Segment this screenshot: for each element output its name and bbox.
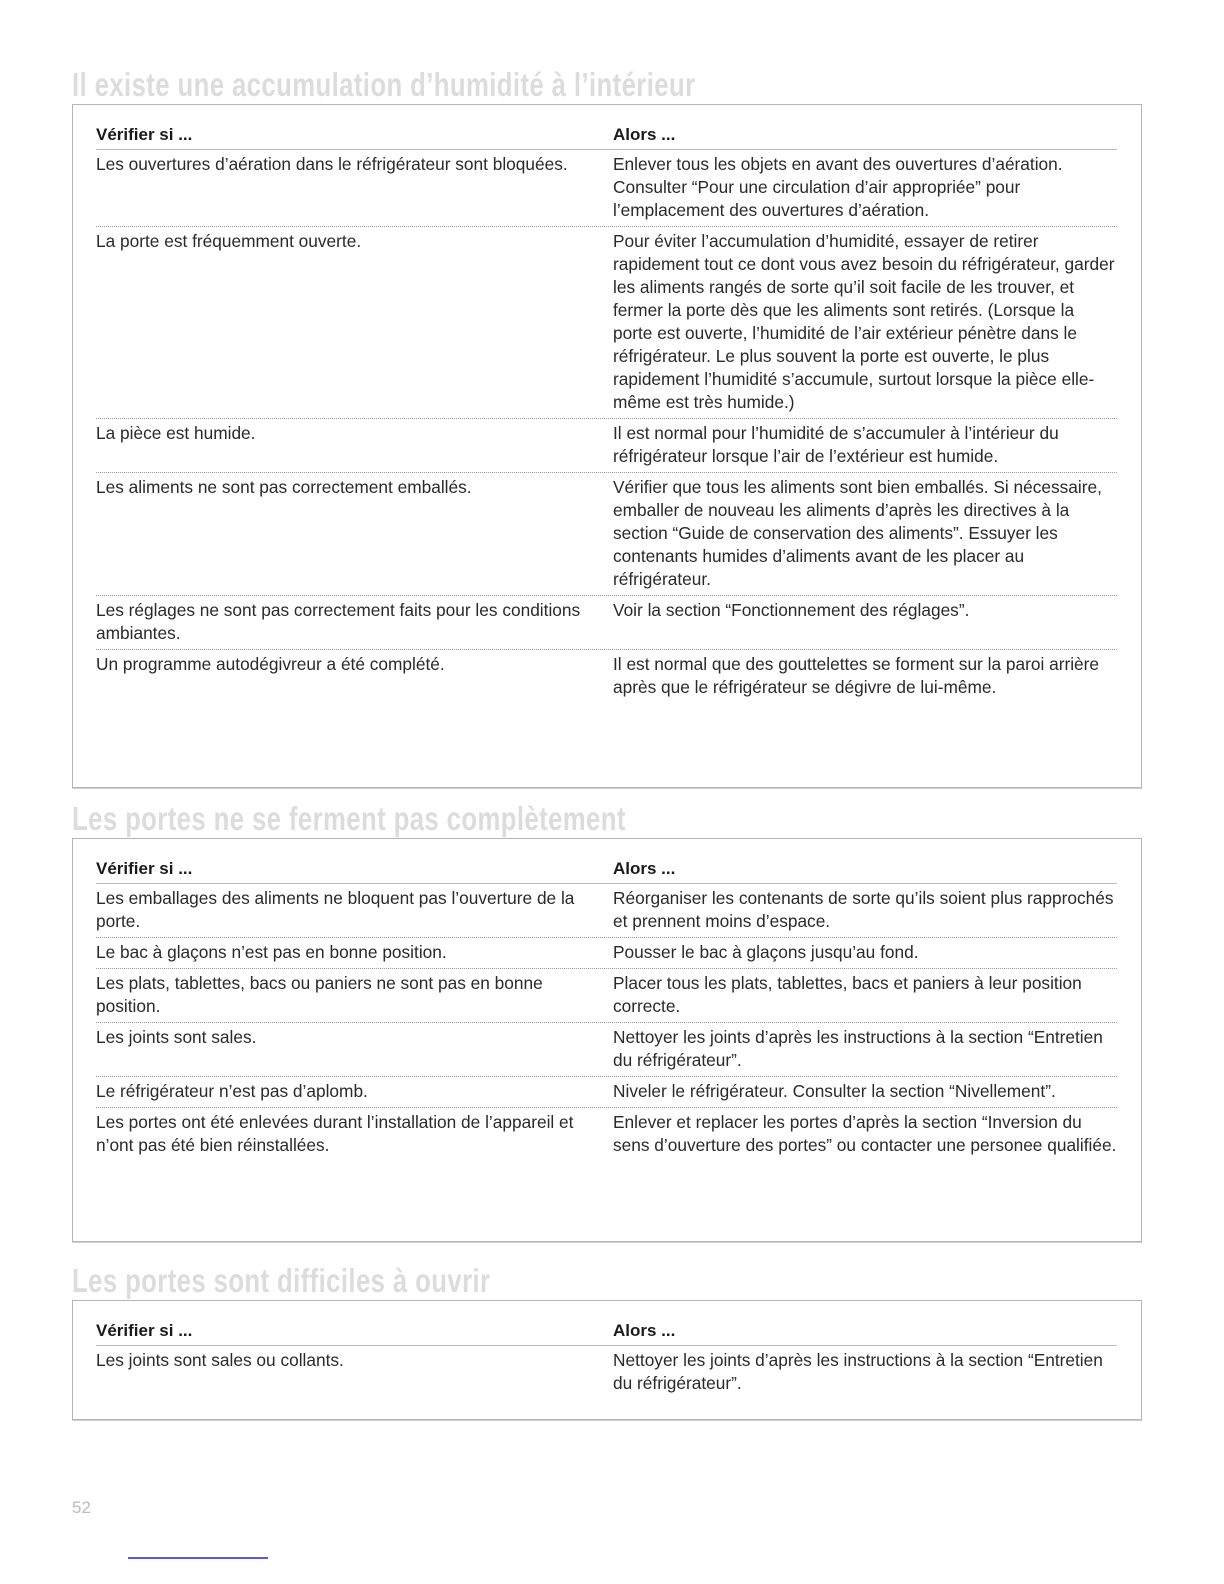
check-cell: Les réglages ne sont pas correctement faits pour les conditions ambiantes. <box>96 600 581 643</box>
check-cell: Les emballages des aliments ne bloquent pas l’ouverture de la porte. <box>96 888 575 931</box>
then-cell: Vérifier que tous les aliments sont bien emballés. Si nécessaire, emballer de nouveau les aliments d’après les directives à la section “Guide de conservation des aliments”. Essuyer les contenants humides d’aliments avant de les placer au réfrigérateur. <box>613 477 1102 589</box>
table-row <box>96 1077 1117 1108</box>
table-row <box>96 1108 1117 1161</box>
table-row <box>96 419 1117 473</box>
table-row <box>96 650 1117 703</box>
check-cell: Le réfrigérateur n’est pas d’aplomb. <box>96 1081 368 1101</box>
table-row <box>96 969 1117 1023</box>
check-cell: Les plats, tablettes, bacs ou paniers ne sont pas en bonne position. <box>96 973 543 1016</box>
header-then: Alors ... <box>613 125 676 144</box>
page-number: 52 <box>72 1498 91 1517</box>
then-cell: Il est normal pour l’humidité de s’accumuler à l’intérieur du réfrigérateur lorsque l’air de l’extérieur est humide. <box>613 423 1059 466</box>
section-title-humidity: Il existe une accumulation d’humidité à l’intérieur <box>72 66 696 103</box>
then-cell: Nettoyer les joints d’après les instructions à la section “Entretien du réfrigérateur”. <box>613 1027 1103 1070</box>
then-cell: Pousser le bac à glaçons jusqu’au fond. <box>613 942 919 962</box>
table-header <box>96 121 1117 150</box>
then-cell: Il est normal que des gouttelettes se forment sur la paroi arrière après que le réfrigérateur se dégivre de lui-même. <box>613 654 1100 697</box>
footer-divider <box>128 1557 268 1559</box>
table-header <box>96 1317 1117 1346</box>
check-cell: Les joints sont sales. <box>96 1027 257 1047</box>
then-cell: Niveler le réfrigérateur. Consulter la section “Nivellement”. <box>613 1081 1056 1101</box>
then-cell: Pour éviter l’accumulation d’humidité, essayer de retirer rapidement tout ce dont vous avez besoin du réfrigérateur, garder les aliments rangés de sorte qu’il soit facile de les trouver, et fermer la porte dès que les aliments sont retirés. (Lorsque la porte est ouverte, l’humidité de l’air extérieur pénètre dans le réfrigérateur. Le plus souvent la porte est ouverte, le plus rapidement l’humidité s’accumule, surtout lorsque la pièce elle-même est très humide.) <box>613 231 1115 412</box>
troubleshoot-table-doors-not-closing <box>72 838 1142 1242</box>
then-cell: Enlever et replacer les portes d’après la section “Inversion du sens d’ouverture des portes” ou contacter une personee qualifiée. <box>613 1112 1117 1155</box>
then-cell: Enlever tous les objets en avant des ouvertures d’aération. Consulter “Pour une circulation d’air appropriée” pour l’emplacement des ouvertures d’aération. <box>613 154 1063 220</box>
troubleshoot-table-doors-hard-to-open <box>72 1300 1142 1420</box>
then-cell: Placer tous les plats, tablettes, bacs et paniers à leur position correcte. <box>613 973 1082 1016</box>
header-check: Vérifier si ... <box>96 125 193 144</box>
then-cell: Voir la section “Fonctionnement des réglages”. <box>613 600 970 620</box>
check-cell: Le bac à glaçons n’est pas en bonne position. <box>96 942 447 962</box>
check-cell: La pièce est humide. <box>96 423 256 443</box>
header-check: Vérifier si ... <box>96 1321 193 1340</box>
check-cell: Les portes ont été enlevées durant l’installation de l’appareil et n’ont pas été bien réinstallées. <box>96 1112 574 1155</box>
header-then: Alors ... <box>613 1321 676 1340</box>
then-cell: Réorganiser les contenants de sorte qu’ils soient plus rapprochés et prennent moins d’espace. <box>613 888 1114 931</box>
check-cell: La porte est fréquemment ouverte. <box>96 231 362 251</box>
section-title-doors-not-closing: Les portes ne se ferment pas complètement <box>72 800 626 837</box>
table-row <box>96 150 1117 227</box>
table-row <box>96 938 1117 969</box>
header-then: Alors ... <box>613 859 676 878</box>
section-title-doors-hard-to-open: Les portes sont difficiles à ouvrir <box>72 1262 491 1299</box>
table-row <box>96 884 1117 938</box>
table-row <box>96 596 1117 650</box>
troubleshoot-table-humidity <box>72 104 1142 788</box>
check-cell: Les aliments ne sont pas correctement emballés. <box>96 477 472 497</box>
table-header <box>96 855 1117 884</box>
check-cell: Les ouvertures d’aération dans le réfrigérateur sont bloquées. <box>96 154 568 174</box>
table-row <box>96 473 1117 596</box>
table-row <box>96 227 1117 419</box>
check-cell: Les joints sont sales ou collants. <box>96 1350 344 1370</box>
then-cell: Nettoyer les joints d’après les instructions à la section “Entretien du réfrigérateur”. <box>613 1350 1103 1393</box>
table-row <box>96 1023 1117 1077</box>
header-check: Vérifier si ... <box>96 859 193 878</box>
table-row <box>96 1346 1117 1399</box>
check-cell: Un programme autodégivreur a été complété. <box>96 654 445 674</box>
